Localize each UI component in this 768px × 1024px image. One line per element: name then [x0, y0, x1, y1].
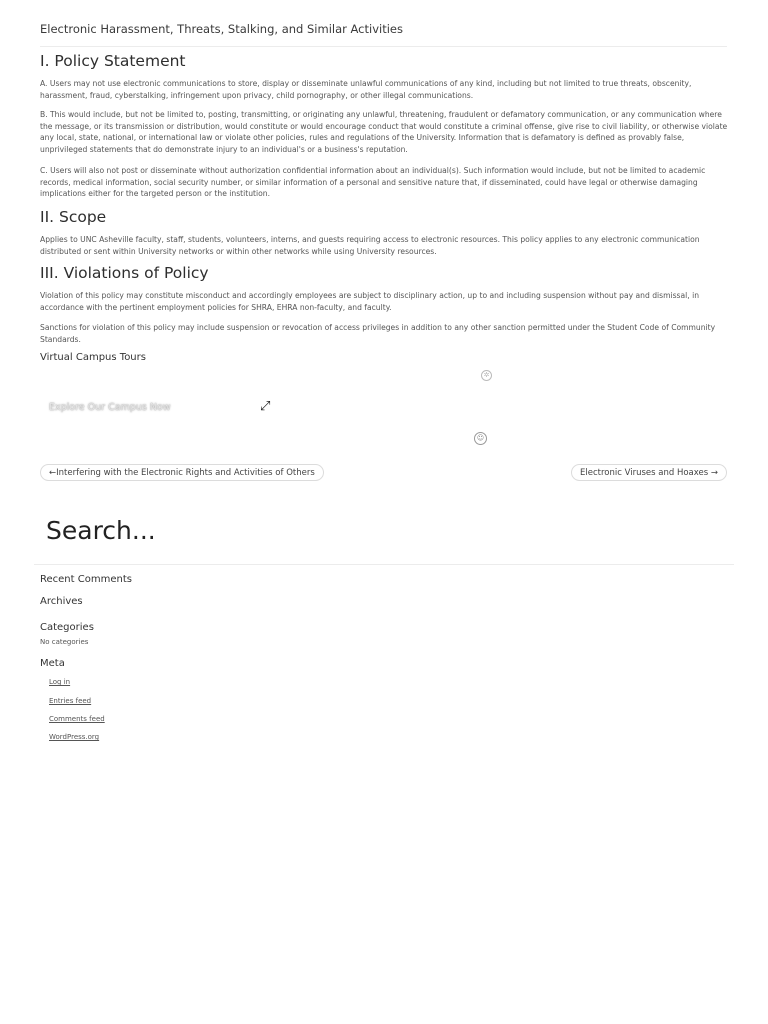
prev-post-link[interactable]: ←Interfering with the Electronic Rights and Activities of Others — [40, 464, 324, 481]
gear-icon[interactable]: ✲ — [481, 370, 492, 381]
meta-link-login[interactable]: Log in — [49, 678, 71, 686]
scope-heading: II. Scope — [40, 208, 107, 226]
scope-paragraph: Applies to UNC Asheville faculty, staff, students, volunteers, interns, and guests requiring access to electronic resources. This policy applies to any electronic communication distributed or sent within University networks or within other networks while using University resources. — [40, 235, 700, 256]
policy-paragraph-c: C. Users will also not post or disseminate without authorization confidential information about an individual(s). Such information would include, but not be limited to academic records, medical information, social security number, or similar information of a personal and sensitive nature that, if disseminated, could have legal or otherwise damaging implications either for the targeted person or the institution. — [40, 166, 706, 199]
face-icon[interactable]: ☺ — [474, 432, 487, 445]
expand-icon[interactable]: ⤢ — [260, 399, 271, 414]
policy-paragraph-b: B. This would include, but not be limited to, posting, transmitting, or originating any unlawful, threatening, fraudulent or defamatory communication, or any communication where the message, or its transmission or distribution, would constitute or would encourage conduct that would constitute a criminal offense, give rise to civil liability, or otherwise violate any local, state, national, or international law or violate other policies, rules and regulations of the University. Information that is defamatory is defined as provably false, unprivileged statements that do demonstrate injury to an individual's or a business's reputation. — [40, 110, 728, 154]
violations-paragraph-1: Violation of this policy may constitute misconduct and accordingly employees are subject to disciplinary action, up to and including suspension without pay and dismissal, in accordance with the pertinent employment policies for SHRA, EHRA non-faculty, and faculty. — [40, 291, 700, 312]
violations-heading: III. Violations of Policy — [40, 264, 209, 282]
explore-campus-link[interactable]: Explore Our Campus Now — [49, 402, 171, 413]
no-categories-text: No categories — [40, 638, 89, 646]
search-divider — [34, 564, 734, 565]
meta-link-comments-feed[interactable]: Comments feed — [49, 715, 105, 723]
meta-link-entries-feed[interactable]: Entries feed — [49, 697, 92, 705]
meta-link-wordpress[interactable]: WordPress.org — [49, 733, 100, 741]
recent-comments-title: Recent Comments — [40, 574, 132, 585]
policy-paragraph-a: A. Users may not use electronic communications to store, display or disseminate unlawful communications of any kind, including but not limited to true threats, obscenity, harassment, fraud, cyberstalking, infringement upon privacy, child pornography, or other illegal communications. — [40, 79, 692, 100]
categories-title: Categories — [40, 622, 94, 633]
archives-title: Archives — [40, 596, 83, 607]
next-post-link[interactable]: Electronic Viruses and Hoaxes → — [571, 464, 727, 481]
search-input[interactable]: Search... — [46, 516, 156, 545]
virtual-tours-title: Virtual Campus Tours — [40, 352, 146, 363]
violations-paragraph-2: Sanctions for violation of this policy may include suspension or revocation of access privileges in addition to any other sanction permitted under the Student Code of Community Standards. — [40, 323, 716, 344]
meta-title: Meta — [40, 658, 65, 669]
post-title: Electronic Harassment, Threats, Stalking, and Similar Activities — [40, 22, 727, 47]
policy-statement-heading: I. Policy Statement — [40, 52, 186, 70]
